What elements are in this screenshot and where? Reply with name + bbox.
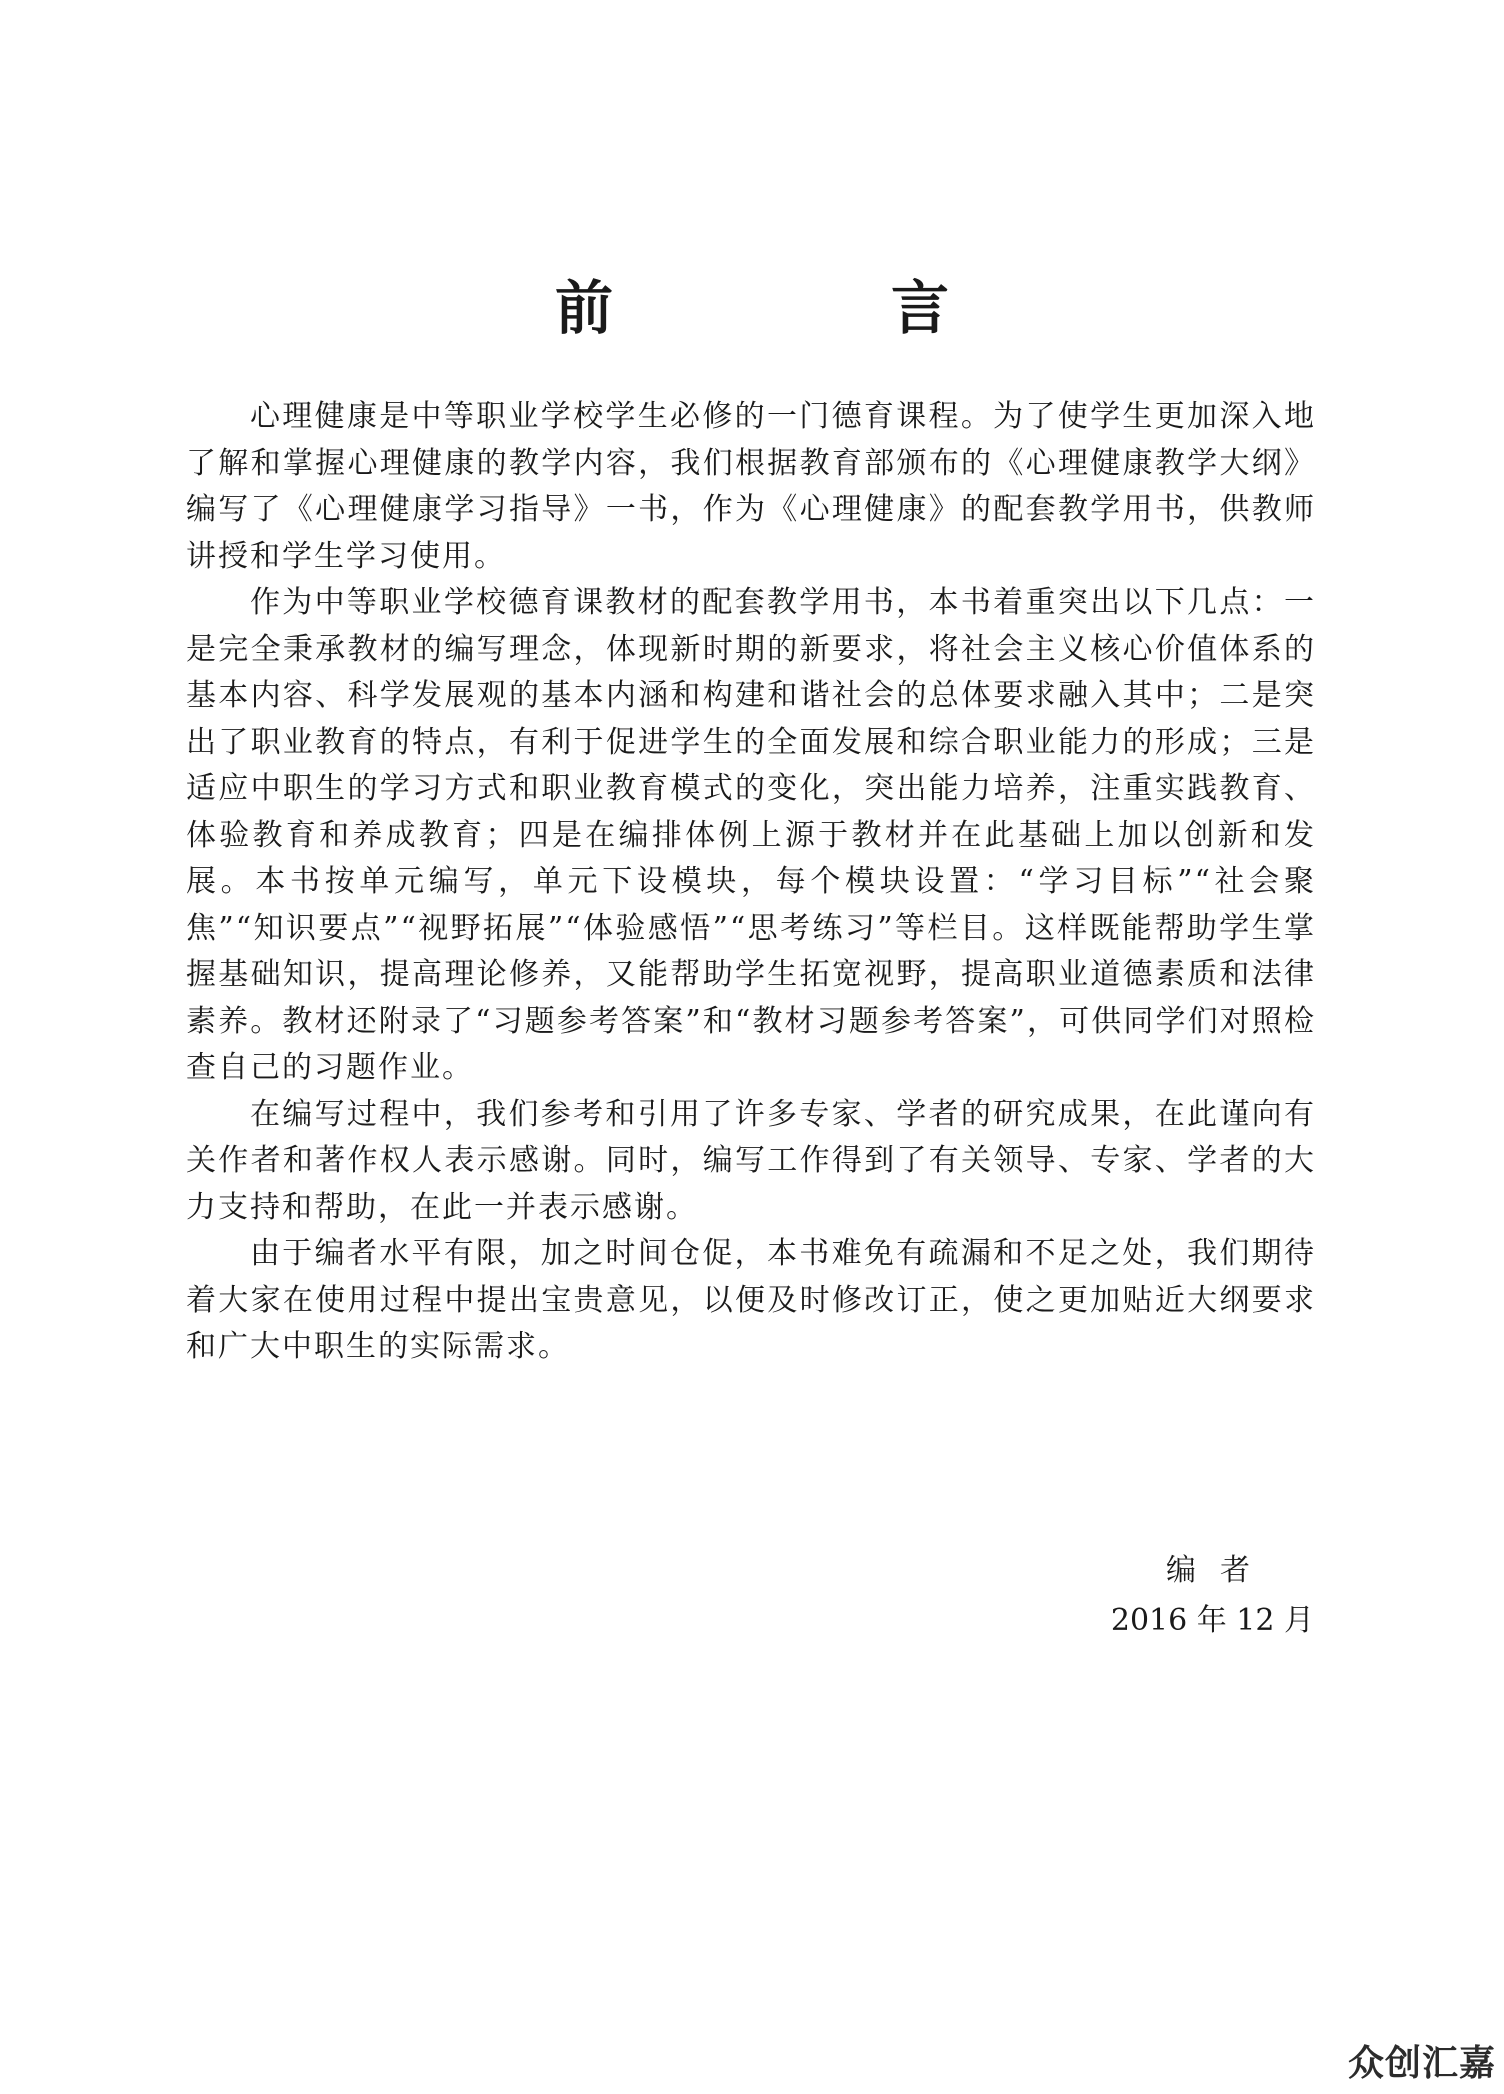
signature-author: 编者 bbox=[1166, 1553, 1274, 1588]
paragraph-1: 心理健康是中等职业学校学生必修的一门德育课程。为了使学生更加深入地了解和掌握心理健康的教学内容，我们根据教育部颁布的《心理健康教学大纲》编写了《心理健康学习指导》一书，作为《心理健康》的配套教学用书，供教师讲授和学生学习使用。 bbox=[186, 399, 1316, 574]
paragraph-2: 作为中等职业学校德育课教材的配套教学用书，本书着重突出以下几点：一是完全秉承教材的编写理念，体现新时期的新要求，将社会主义核心价值体系的基本内容、科学发展观的基本内涵和构建和谐社会的总体要求融入其中；二是突出了职业教育的特点，有利于促进学生的全面发展和综合职业能力的形成；三是适应中职生的学习方式和职业教育模式的变化，突出能力培养，注重实践教育、体验教育和养成教育；四是在编排体例上源于教材并在此基础上加以创新和发展。本书按单元编写，单元下设模块，每个模块设置：“学习目标”“社会聚焦”“知识要点”“视野拓展”“体验感悟”“思考练习”等栏目。这样既能帮助学生掌握基础知识，提高理论修养，又能帮助学生拓宽视野，提高职业道德素质和法律素养。教材还附录了“习题参考答案”和“教材习题参考答案”，可供同学们对照检查自己的习题作业。 bbox=[186, 585, 1316, 1085]
signature-date: 2016 年 12 月 bbox=[1110, 1603, 1314, 1638]
watermark-logo: 众创汇嘉 bbox=[1347, 2043, 1496, 2084]
paragraph-4: 由于编者水平有限，加之时间仓促，本书难免有疏漏和不足之处，我们期待着大家在使用过程中提出宝贵意见，以便及时修改订正，使之更加贴近大纲要求和广大中职生的实际需求。 bbox=[186, 1236, 1316, 1364]
preface-body bbox=[186, 394, 1316, 1371]
signature-block bbox=[1111, 1546, 1314, 1646]
page-title: 前 言 bbox=[554, 274, 1059, 342]
paragraph-3: 在编写过程中，我们参考和引用了许多专家、学者的研究成果，在此谨向有关作者和著作权人表示感谢。同时，编写工作得到了有关领导、专家、学者的大力支持和帮助，在此一并表示感谢。 bbox=[186, 1096, 1316, 1225]
